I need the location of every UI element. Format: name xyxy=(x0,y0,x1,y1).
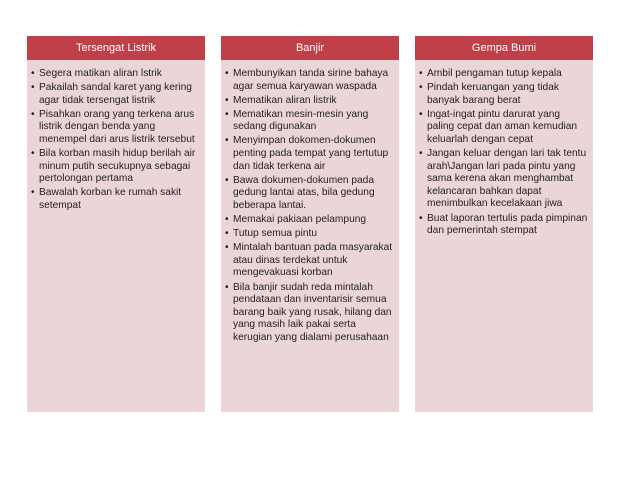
item-list xyxy=(31,68,201,213)
list-item: • Menyimpan dokomen-dokumen penting pada tempat yang tertutup dan tidak terkena air xyxy=(225,135,395,173)
list-item: • Ingat-ingat pintu darurat yang paling cepat dan aman kemudian keluarlah dengan cepat xyxy=(419,109,589,147)
column-tersengat-listrik xyxy=(27,36,205,412)
column-header: Tersengat Listrik xyxy=(27,36,205,60)
list-item: • Jangan keluar dengan lari tak tentu arah\Jangan lari pada pintu yang sama kerena akan menghambat kelancaran bahkan dapat menimbulkan kecelakaan jiwa xyxy=(419,148,589,211)
list-item: • Pakailah sandal karet yang kering agar tidak tersengat listrik xyxy=(31,82,201,107)
list-item: • Bawalah korban ke rumah sakit setempat xyxy=(31,187,201,212)
list-item: • Segera matikan aliran lstrik xyxy=(31,68,201,81)
column-gempa-bumi xyxy=(415,36,593,412)
column-body xyxy=(27,60,205,412)
column-header: Banjir xyxy=(221,36,399,60)
list-item: • Memakai pakiaan pelampung xyxy=(225,214,395,227)
list-item: • Mematikan mesin-mesin yang sedang digunakan xyxy=(225,109,395,134)
column-header: Gempa Bumi xyxy=(415,36,593,60)
column-body xyxy=(415,60,593,412)
item-list xyxy=(419,68,589,238)
list-item: • Membunyikan tanda sirine bahaya agar semua karyawan waspada xyxy=(225,68,395,93)
list-item: • Ambil pengaman tutup kepala xyxy=(419,68,589,81)
list-item: • Mintalah bantuan pada masyarakat atau dinas terdekat untuk mengevakuasi korban xyxy=(225,242,395,280)
column-body xyxy=(221,60,399,412)
list-item: • Pisahkan orang yang terkena arus listrik dengan benda yang menempel dari arus listrik tersebut xyxy=(31,109,201,147)
list-item: • Tutup semua pintu xyxy=(225,228,395,241)
list-item: • Bila banjir sudah reda mintalah pendataan dan inventarisir semua barang baik yang rusak, hilang dan yang masih laik pakai serta kerugian yang dialami perusahaan xyxy=(225,282,395,345)
list-item: • Buat laporan tertulis pada pimpinan dan pemerintah stempat xyxy=(419,213,589,238)
list-item: • Pindah keruangan yang tidak banyak barang berat xyxy=(419,82,589,107)
item-list xyxy=(225,68,395,344)
list-item: • Bila korban masih hidup berilah air minum putih secukupnya sebagai pertolongan pertama xyxy=(31,148,201,186)
list-item: • Mematikan aliran listrik xyxy=(225,95,395,108)
column-banjir xyxy=(221,36,399,412)
list-item: • Bawa dokumen-dokumen pada gedung lantai atas, bila gedung beberapa lantai. xyxy=(225,175,395,213)
